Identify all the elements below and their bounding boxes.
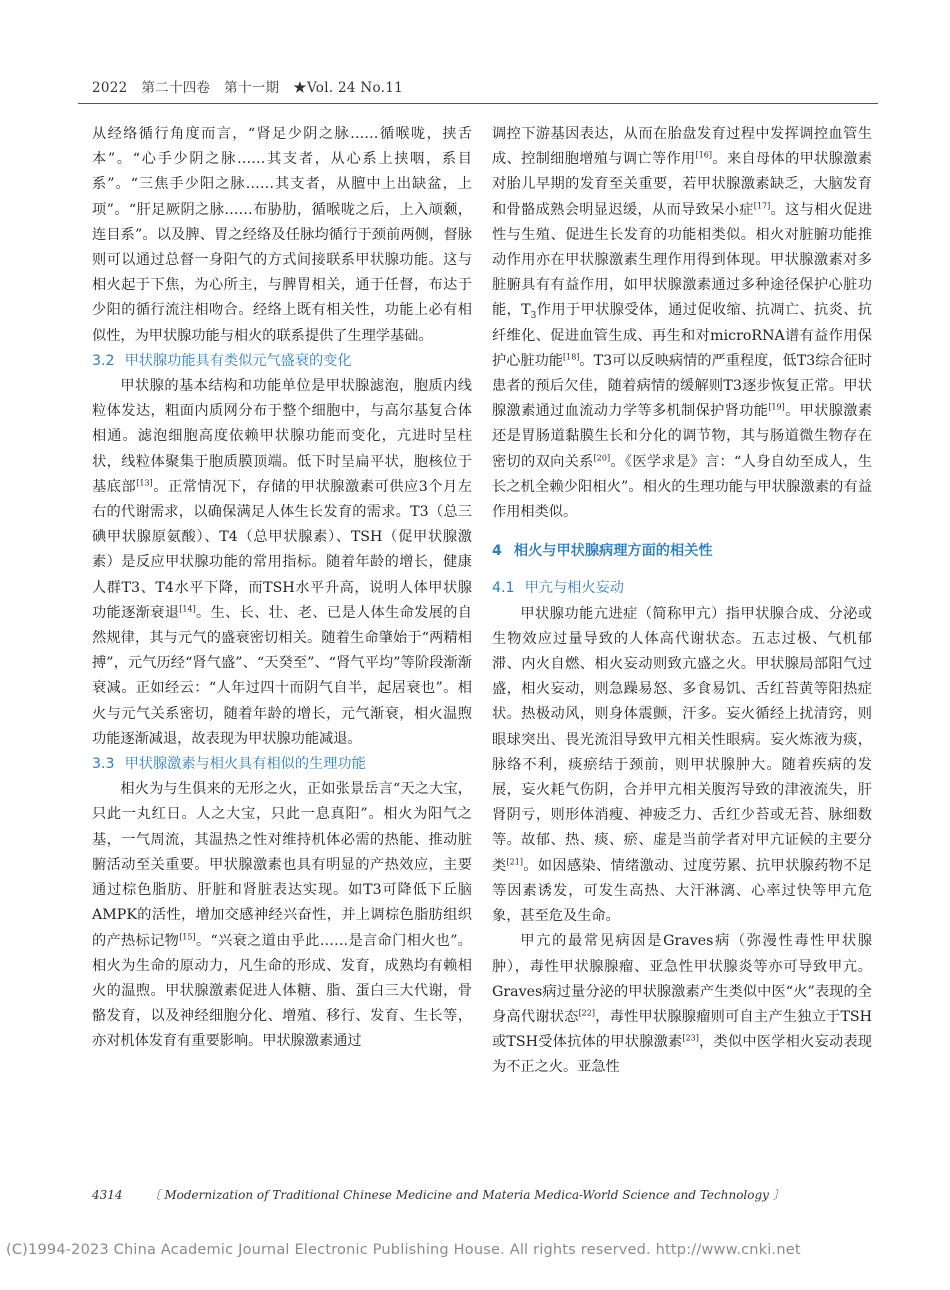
page-footer bbox=[92, 1186, 785, 1203]
citation-ref[interactable]: [21] bbox=[506, 856, 523, 866]
journal-name: 〔 Modernization of Traditional Chinese Medicine and Materia Medica-World Science and Technology 〕 bbox=[148, 1188, 785, 1202]
citation-ref[interactable]: [15] bbox=[179, 931, 196, 941]
section-heading-3-3 bbox=[92, 752, 472, 777]
citation-ref[interactable]: [17] bbox=[753, 200, 771, 210]
citation-ref[interactable]: [13] bbox=[136, 478, 153, 488]
paragraph-text: 。来自母体的甲状腺激素对胎儿早期的发育至关重要，若甲状腺激素缺乏，大脑发育和骨骼成熟会明显迟缓，从而导致呆小症 bbox=[492, 151, 872, 218]
paragraph-text: 作用于甲状腺受体，通过促收缩、抗凋亡、抗炎、抗纤维化、促进血管生成、再生和对microRNA谱有益作用保护心脏功能 bbox=[492, 302, 872, 369]
section-title: 甲状腺激素与相火具有相似的生理功能 bbox=[124, 756, 366, 773]
citation-ref[interactable]: [16] bbox=[695, 150, 713, 160]
paragraph bbox=[92, 777, 472, 1054]
paragraph bbox=[92, 374, 472, 752]
section-heading-4-1 bbox=[492, 576, 872, 601]
left-column bbox=[92, 122, 472, 1055]
paragraph-text: 。生、长、壮、老、已是人体生命发展的自然规律，其与元气的盛衰密切相关。随着生命肇始于“两精相搏”，元气历经“肾气盛”、“天癸至”、“肾气平均”等阶段渐渐衰减。正如经云：“人年过四十而阴气自半，起居衰也”。相火与元气关系密切，随着年龄的增长，元气渐衰，相火温煦功能逐渐减退，故表现为甲状腺功能减退。 bbox=[92, 604, 472, 747]
paragraph-text: 。T3可以反映病情的严重程度，低T3综合征时患者的预后欠佳，随着病情的缓解则T3逐步恢复正常。甲状腺激素通过血流动力学等多机制保护肾功能 bbox=[492, 352, 872, 420]
section-number: 4 bbox=[492, 543, 502, 560]
right-column bbox=[492, 122, 872, 1081]
citation-ref[interactable]: [22] bbox=[578, 1008, 595, 1018]
citation-ref[interactable]: [20] bbox=[593, 452, 611, 462]
paragraph-text: 。甲状腺激素还是胃肠道黏膜生长和分化的调节物，其与肠道微生物存在密切的双向关系 bbox=[492, 403, 872, 470]
running-header: 2022 第二十四卷 第十一期 ★Vol. 24 No.11 bbox=[92, 80, 404, 96]
paragraph-text: 。《医学求是》言：“人身自幼至成人，生长之机全赖少阳相火”。相火的生理功能与甲状腺激素的有益作用相类似。 bbox=[492, 453, 872, 521]
section-title: 甲亢与相火妄动 bbox=[524, 580, 624, 597]
copyright-watermark: (C)1994-2023 China Academic Journal Electronic Publishing House. All rights reserved. http://www.cnki.net bbox=[6, 1242, 801, 1258]
paragraph-text: 甲状腺功能亢进症（简称甲亢）指甲状腺合成、分泌或生物效应过量导致的人体高代谢状态。五志过极、气机郁滞、内火自燃、相火妄动则致亢盛之火。甲状腺局部阳气过盛，相火妄动，则急躁易怒、多食易饥、舌红苔黄等阳热症状。热极动风，则身体震颤，汗多。妄火循经上扰清窍，则眼球突出、畏光流泪导致甲亢相关性眼病。妄火炼液为痰，脉络不利，痰瘀结于颈前，则甲状腺肿大。随着疾病的发展，妄火耗气伤阴，合并甲亢相关腹泻导致的津液流失，肝肾阴亏，则形体消瘦、神疲乏力、舌红少苔或无苔、脉细数等。故郁、热、痰、瘀、虚是当前学者对甲亢证候的主要分类 bbox=[492, 605, 872, 874]
citation-ref[interactable]: [23] bbox=[682, 1033, 699, 1043]
paragraph-text: 甲亢的最常见病因是Graves病（弥漫性毒性甲状腺肿），毒性甲状腺腺瘤、亚急性甲状腺炎等亦可导致甲亢。Graves病过量分泌的甲状腺激素产生类似中医“火”表现的全身高代谢状态 bbox=[492, 933, 872, 1025]
paragraph-text: ，毒性甲状腺腺瘤则可自主产生独立于TSH或TSH受体抗体的甲状腺激素 bbox=[492, 1008, 872, 1051]
subscript: 3 bbox=[530, 311, 537, 322]
section-number: 4.1 bbox=[492, 580, 515, 597]
paragraph-text: 。这与相火促进性与生殖、促进生长发育的功能相类似。相火对脏腑功能推动作用亦在甲状腺激素生理作用得到体现。甲状腺激素对多脏腑具有有益作用，如甲状腺激素通过多种途径保护心脏功能，T bbox=[492, 201, 872, 319]
section-number: 3.3 bbox=[92, 756, 115, 773]
paragraph-text: 甲状腺的基本结构和功能单位是甲状腺滤泡，胞质内线粒体发达，粗面内质网分布于整个细胞中，与高尔基复合体相通。滤泡细胞高度依赖甲状腺功能而变化，亢进时呈柱状，线粒体聚集于胞质膜顶端。低下时呈扁平状，胞核位于基底部 bbox=[92, 378, 472, 495]
paragraph-text: 从经络循行角度而言，“肾足少阴之脉……循喉咙，挟舌本”。“心手少阴之脉……其支者，从心系上挟咽，系目系”。“三焦手少阳之脉……其支者，从膻中上出缺盆，上项”。“肝足厥阴之脉……布胁肋，循喉咙之后，上入颃颡，连目系”。以及脾、胃之经络及任脉均循行于颈前两侧，督脉则可以通过总督一身阳气的方式间接联系甲状腺功能。这与相火起于下焦，为心所主，与脾胃相关，通于任督，布达于少阳的循行流注相吻合。经络上既有相关性，功能上必有相似性，为甲状腺功能与相火的联系提供了生理学基础。 bbox=[92, 126, 472, 344]
section-heading-4 bbox=[492, 539, 872, 564]
section-heading-3-2 bbox=[92, 349, 472, 374]
section-title: 甲状腺功能具有类似元气盛衰的变化 bbox=[124, 352, 352, 369]
paragraph-text: 。“兴衰之道由乎此……是言命门相火也”。相火为生命的原动力，凡生命的形成、发育，成熟均有赖相火的温煦。甲状腺激素促进人体糖、脂、蛋白三大代谢，骨骼发育，以及神经细胞分化、增殖、移行、发育、生长等，亦对机体发育有重要影响。甲状腺激素通过 bbox=[92, 932, 472, 1050]
paragraph-text: ，类似中医学相火妄动表现为不正之火。亚急性 bbox=[492, 1034, 872, 1076]
paragraph-text: 调控下游基因表达，从而在胎盘发育过程中发挥调控血管生成、控制细胞增殖与调亡等作用 bbox=[492, 126, 872, 168]
paragraph bbox=[492, 122, 872, 525]
paragraph-text: 相火为与生俱来的无形之火，正如张景岳言“天之大宝，只此一丸红日。人之大宝，只此一息真阳”。相火为阳气之基，一气周流，其温热之性对维持机体必需的热能、推动脏腑活动至关重要。甲状腺激素也具有明显的产热效应，主要通过棕色脂肪、肝脏和肾脏表达实现。如T3可降低下丘脑AMPK的活性，增加交感神经兴奋性，并上调棕色脂肪组织的产热标记物 bbox=[92, 781, 472, 949]
header-rule bbox=[78, 103, 878, 104]
citation-ref[interactable]: [14] bbox=[179, 604, 196, 614]
section-title: 相火与甲状腺病理方面的相关性 bbox=[513, 543, 713, 560]
paragraph bbox=[92, 122, 472, 349]
paragraph-text: 。正常情况下，存储的甲状腺激素可供应3个月左右的代谢需求，以确保满足人体生长发育的需求。T3（总三碘甲状腺原氨酸）、T4（总甲状腺素）、TSH（促甲状腺激素）是反应甲状腺功能的常用指标。随着年龄的增长，健康人群T3、T4水平下降，而TSH水平升高，说明人体甲状腺功能逐渐衰退 bbox=[92, 478, 472, 621]
citation-ref[interactable]: [18] bbox=[563, 352, 580, 362]
page-number: 4314 bbox=[92, 1188, 123, 1202]
paragraph-text: 。如因感染、情绪激动、过度劳累、抗甲状腺药物不足等因素诱发，可发生高热、大汗淋漓、心率过快等甲亢危象，甚至危及生命。 bbox=[492, 857, 872, 925]
paragraph bbox=[492, 929, 872, 1080]
citation-ref[interactable]: [19] bbox=[768, 402, 785, 412]
section-number: 3.2 bbox=[92, 352, 115, 369]
paragraph bbox=[492, 602, 872, 930]
